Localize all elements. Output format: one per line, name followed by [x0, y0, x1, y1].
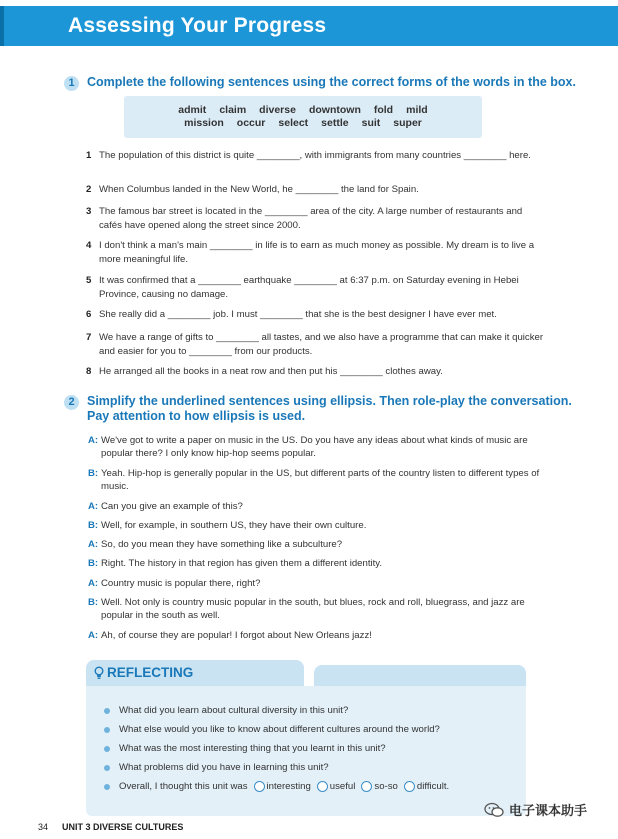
radio-circle-icon[interactable]	[404, 781, 415, 792]
radio-circle-icon[interactable]	[254, 781, 265, 792]
section-number: 2	[64, 395, 79, 410]
reflecting-box	[86, 660, 526, 810]
word: diverse	[259, 104, 296, 116]
overall-prefix: Overall, I thought this unit was	[119, 781, 248, 792]
item-text: The population of this district is quite ________, with immigrants from many countries ________ here.	[99, 150, 531, 161]
dialogue-line	[88, 434, 546, 460]
radio-circle-icon[interactable]	[361, 781, 372, 792]
item-text: He arranged all the books in a neat row and then put his ________ clothes away.	[99, 366, 443, 377]
item-number: 2	[86, 184, 92, 195]
item-number: 5	[86, 275, 92, 286]
exercise-item	[86, 365, 546, 379]
word: downtown	[308, 104, 361, 116]
word: suit	[361, 117, 381, 129]
bullet-icon	[104, 746, 110, 752]
option-difficult[interactable]	[404, 781, 449, 792]
word: mild	[406, 104, 428, 116]
dialogue-text: We've got to write a paper on music in the US. Do you have any ideas about what kinds of music are popular there? I only know hip-hop seems popular.	[101, 435, 528, 459]
dialogue-line	[88, 629, 546, 642]
dialogue-line	[88, 538, 546, 551]
bullet-icon	[104, 765, 110, 771]
item-text: The famous bar street is located in the ________ area of the city. A large number of restaurants and cafés have opened along the street since 2000.	[99, 206, 523, 231]
word: super	[393, 117, 422, 129]
option-label: useful	[329, 781, 356, 792]
item-number: 7	[86, 332, 92, 343]
dialogue-line	[88, 557, 546, 570]
reflect-question	[104, 743, 386, 754]
item-number: 4	[86, 240, 92, 251]
reflect-question	[104, 724, 440, 735]
word: fold	[373, 104, 394, 116]
word: select	[278, 117, 309, 129]
option-label: so-so	[374, 781, 398, 792]
question-text: What problems did you have in learning this unit?	[119, 762, 329, 773]
section-instruction: Simplify the underlined sentences using ellipsis. Then role-play the conversation. Pay attention to how ellipsis is used.	[87, 394, 572, 423]
speaker-label: A:	[88, 630, 99, 641]
watermark	[484, 800, 587, 819]
dialogue-text: Country music is popular there, right?	[101, 578, 261, 589]
option-label: difficult.	[416, 781, 450, 792]
section-2-heading	[64, 394, 578, 424]
word: occur	[236, 117, 266, 129]
reflect-question	[104, 762, 329, 773]
question-text: What was the most interesting thing that you learnt in this unit?	[119, 743, 386, 754]
exercise-item	[86, 331, 546, 358]
word-box	[124, 96, 482, 138]
exercise-item	[86, 274, 546, 301]
reflect-overall	[104, 781, 449, 792]
dialogue-line	[88, 467, 546, 493]
speaker-label: A:	[88, 578, 99, 589]
option-label: interesting	[266, 781, 311, 792]
word: claim	[219, 104, 247, 116]
reflect-question	[104, 705, 348, 716]
radio-circle-icon[interactable]	[317, 781, 328, 792]
reflecting-title: REFLECTING	[107, 665, 194, 680]
option-so-so[interactable]	[361, 781, 397, 792]
speaker-label: B:	[88, 597, 99, 608]
title-bar-edge	[0, 6, 4, 46]
dialogue-text: Well, for example, in southern US, they have their own culture.	[101, 520, 367, 531]
speaker-label: A:	[88, 435, 99, 446]
exercise-item	[86, 149, 546, 163]
unit-label: UNIT 3 DIVERSE CULTURES	[62, 822, 184, 832]
speaker-label: A:	[88, 501, 99, 512]
speaker-label: B:	[88, 520, 99, 531]
page-title: Assessing Your Progress	[68, 14, 327, 37]
dialogue-line	[88, 500, 546, 513]
dialogue-text: So, do you mean they have something like a subculture?	[101, 539, 343, 550]
exercise-item	[86, 183, 546, 197]
title-bar	[0, 6, 618, 46]
dialogue-line	[88, 577, 546, 590]
section-1-heading	[64, 75, 578, 91]
item-text: I don't think a man's main ________ in life is to earn as much money as possible. My dream is to live a more meaningful life.	[99, 240, 535, 265]
dialogue-line	[88, 596, 546, 622]
bullet-icon	[104, 708, 110, 714]
speaker-label: B:	[88, 468, 99, 479]
section-instruction: Complete the following sentences using the correct forms of the words in the box.	[87, 75, 576, 89]
word: mission	[184, 117, 224, 129]
speaker-label: B:	[88, 558, 99, 569]
item-number: 1	[86, 150, 92, 161]
bullet-icon	[104, 727, 110, 733]
bullet-icon	[104, 784, 110, 790]
option-interesting[interactable]	[254, 781, 311, 792]
dialogue-line	[88, 519, 546, 532]
item-text: We have a range of gifts to ________ all tastes, and we also have a programme that can make it quicker and easier for you to ________ from our products.	[99, 332, 544, 357]
item-number: 3	[86, 206, 92, 217]
item-text: When Columbus landed in the New World, he ________ the land for Spain.	[99, 184, 419, 195]
page-number: 34	[38, 822, 49, 832]
option-useful[interactable]	[317, 781, 356, 792]
dialogue-text: Can you give an example of this?	[101, 501, 243, 512]
dialogue-text: Right. The history in that region has given them a different identity.	[101, 558, 383, 569]
question-text: What did you learn about cultural diversity in this unit?	[119, 705, 349, 716]
reflecting-title-wrap	[94, 665, 193, 680]
lightbulb-icon	[94, 666, 104, 680]
dialogue-text: Ah, of course they are popular! I forgot about New Orleans jazz!	[101, 630, 372, 641]
dialogue-text: Well. Not only is country music popular in the south, but blues, rock and roll, bluegrass, and jazz are popular in the south as well.	[101, 597, 525, 621]
exercise-item	[86, 205, 546, 232]
word-row	[124, 117, 482, 129]
question-text: What else would you like to know about different cultures around the world?	[119, 724, 440, 735]
item-text: It was confirmed that a ________ earthquake ________ at 6:37 p.m. on Saturday evening in Hebei Province, causing no damage.	[99, 275, 519, 300]
item-number: 6	[86, 309, 92, 320]
word: settle	[321, 117, 349, 129]
reflecting-tab-right	[314, 665, 526, 688]
footer	[38, 822, 183, 832]
speaker-label: A:	[88, 539, 99, 550]
wechat-icon	[484, 802, 504, 818]
exercise-item	[86, 308, 546, 322]
word: admit	[178, 104, 207, 116]
dialogue-text: Yeah. Hip-hop is generally popular in the US, but different parts of the country listen to different types of music.	[101, 468, 540, 492]
item-text: She really did a ________ job. I must ________ that she is the best designer I have ever met.	[99, 309, 497, 320]
section-number: 1	[64, 76, 79, 91]
item-number: 8	[86, 366, 92, 377]
exercise-item	[86, 239, 546, 266]
word-row	[124, 104, 482, 116]
watermark-text: 电子课本助手	[509, 803, 588, 818]
